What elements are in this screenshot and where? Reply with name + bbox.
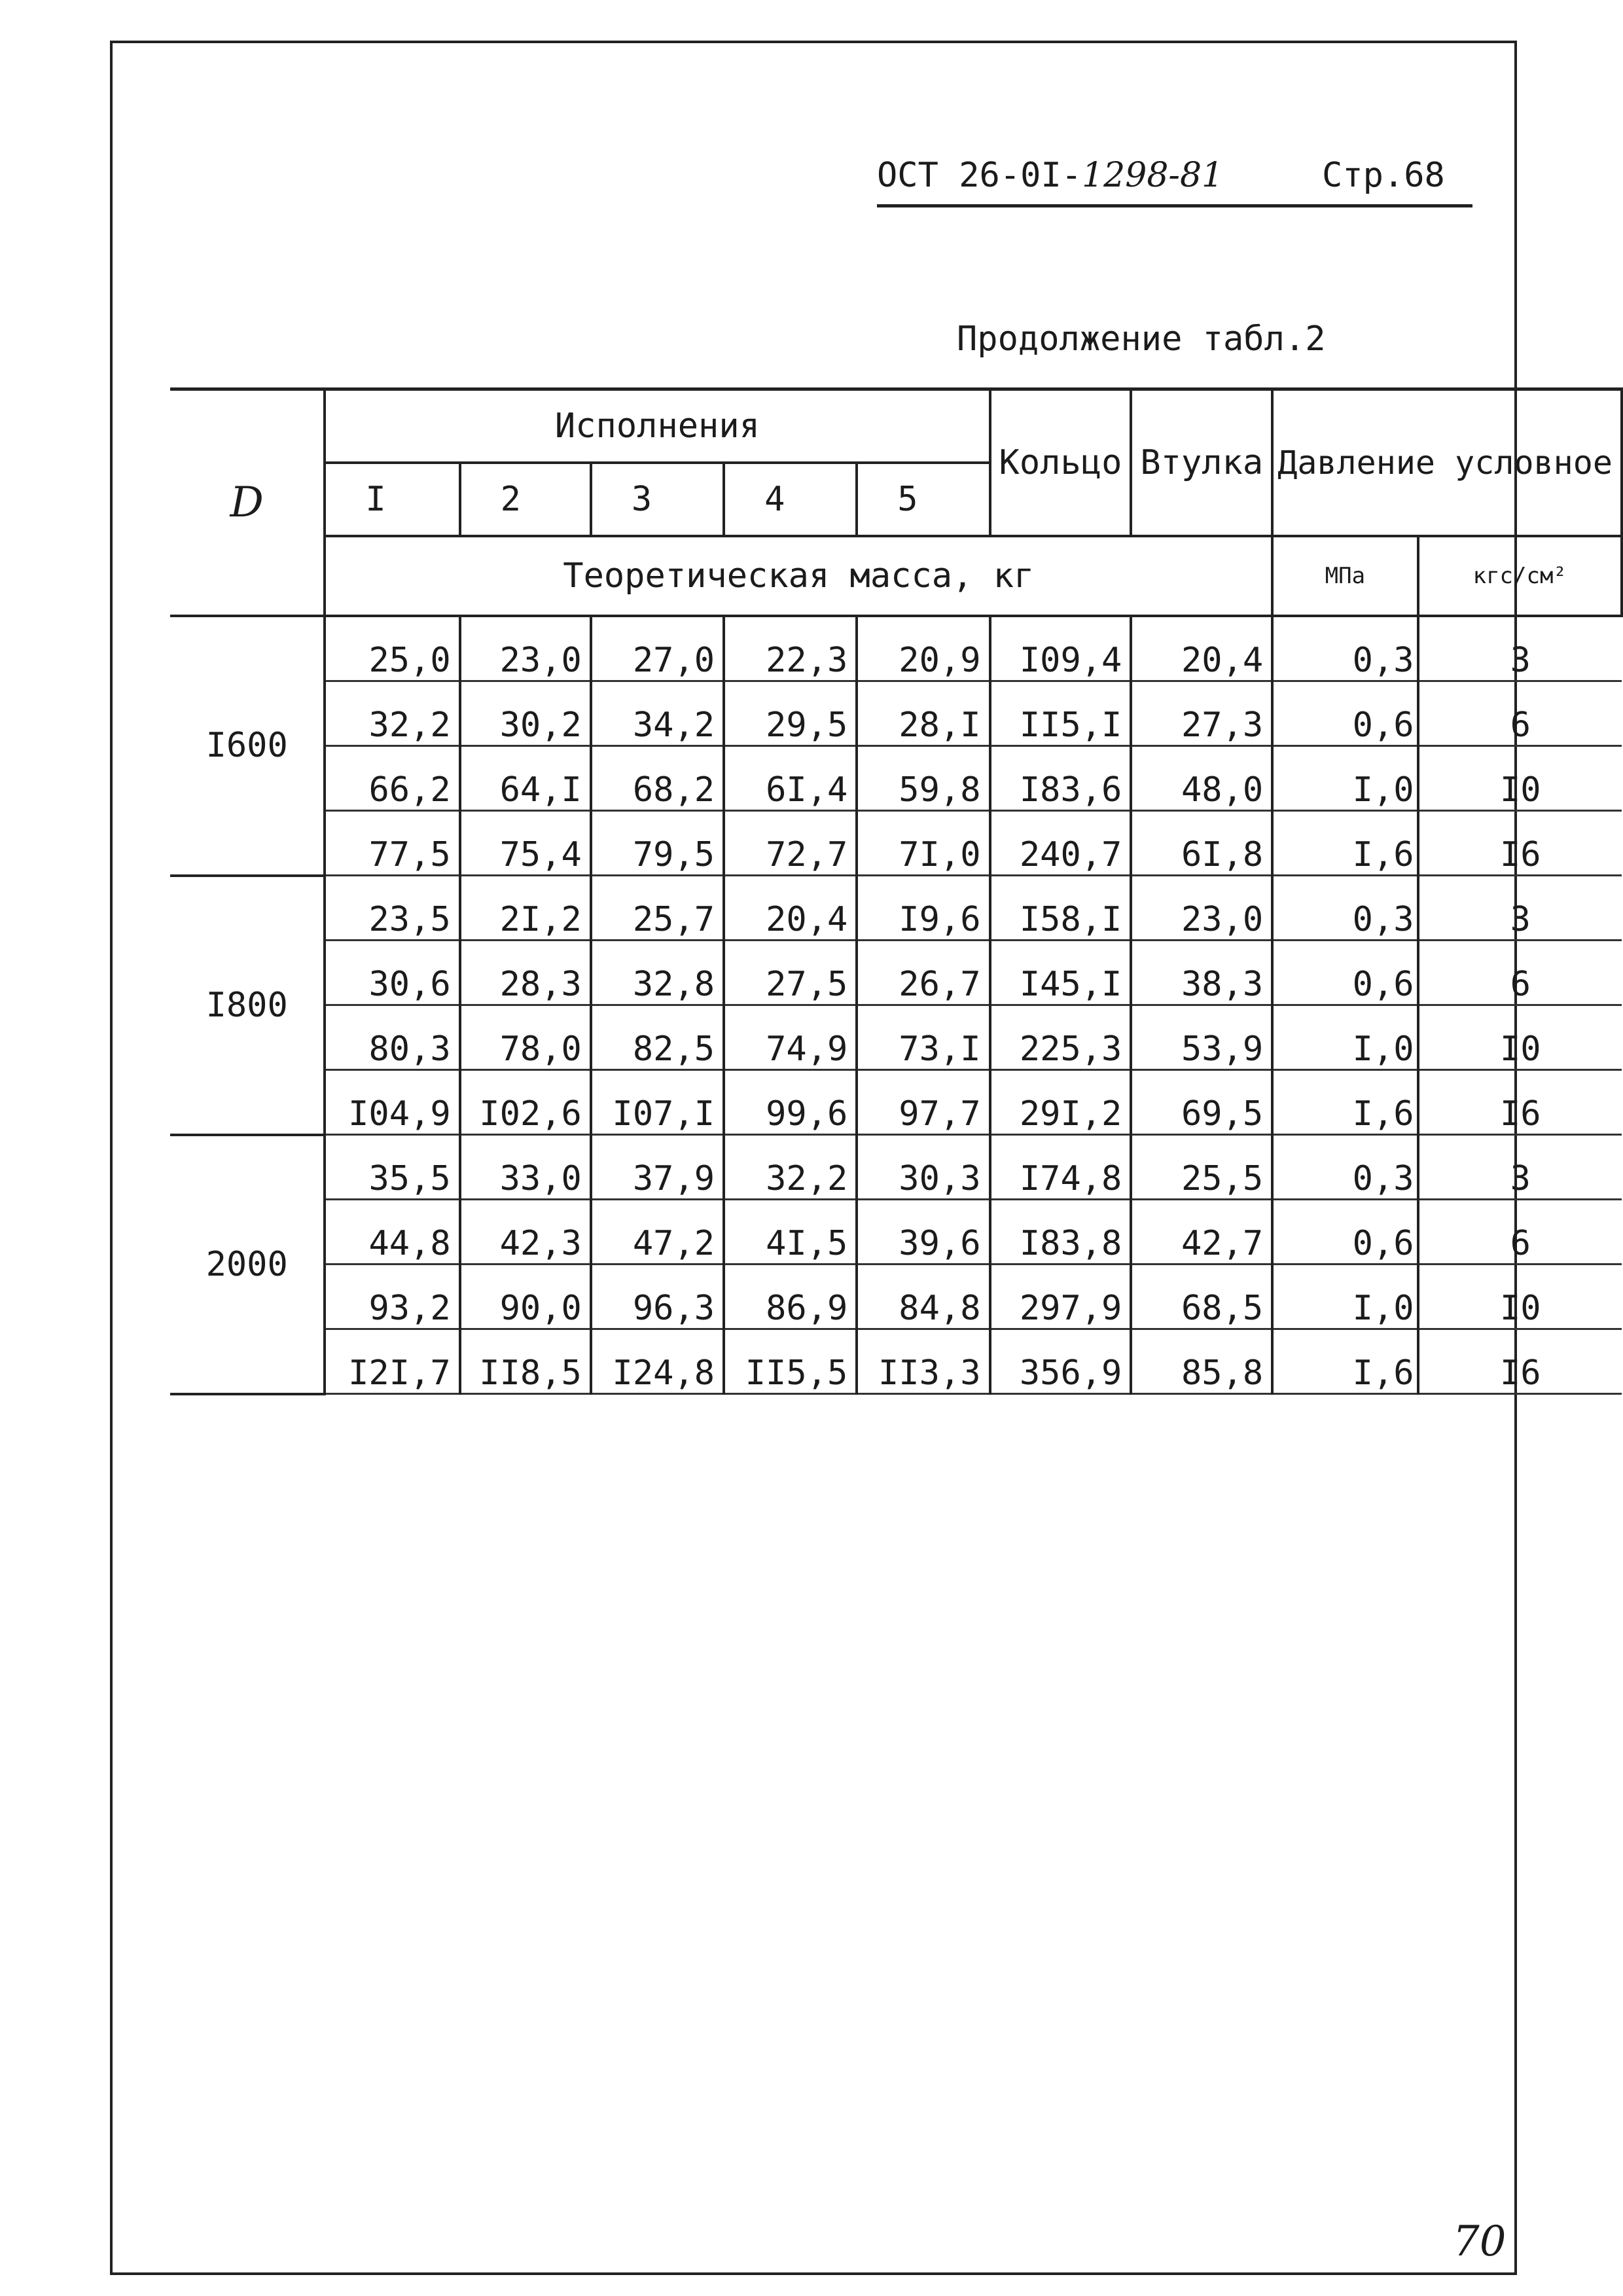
variant-header: 4 (724, 463, 857, 536)
unit-mpa-header: МПа (1272, 536, 1418, 616)
value-cell: 30,2 (460, 681, 591, 746)
variants-group-header: Исполнения (325, 389, 990, 463)
value-cell: 297,9 (990, 1265, 1132, 1329)
value-cell: I58,I (990, 876, 1132, 941)
value-cell: 6I,4 (724, 746, 857, 811)
value-cell: 28,3 (460, 941, 591, 1005)
value-cell: I0 (1418, 746, 1622, 811)
value-cell: 42,3 (460, 1200, 591, 1265)
value-cell: I6 (1418, 1070, 1622, 1135)
value-cell: 0,3 (1272, 1135, 1418, 1200)
mass-table (170, 387, 1623, 1395)
value-cell: 77,5 (325, 811, 459, 876)
value-cell: 53,9 (1131, 1005, 1272, 1070)
value-cell: 7I,0 (857, 811, 990, 876)
table-row (170, 1200, 1622, 1265)
diameter-cell: I800 (170, 876, 325, 1135)
value-cell: 66,2 (325, 746, 459, 811)
value-cell: I09,4 (990, 616, 1132, 681)
value-cell: 23,0 (1131, 876, 1272, 941)
diameter-header: D (170, 389, 325, 617)
variant-header: 2 (460, 463, 591, 536)
value-cell: 72,7 (724, 811, 857, 876)
diameter-cell: 2000 (170, 1135, 325, 1394)
document-header (877, 156, 1466, 202)
value-cell: 26,7 (857, 941, 990, 1005)
value-cell: 225,3 (990, 1005, 1132, 1070)
mass-header: Теоретическая масса, кг (325, 536, 1272, 616)
value-cell: I07,I (591, 1070, 724, 1135)
value-cell: II5,I (990, 681, 1132, 746)
value-cell: 30,6 (325, 941, 459, 1005)
table-row (170, 811, 1622, 876)
value-cell: 74,9 (724, 1005, 857, 1070)
value-cell: II8,5 (460, 1329, 591, 1394)
value-cell: 0,6 (1272, 681, 1418, 746)
value-cell: 48,0 (1131, 746, 1272, 811)
table-row (170, 876, 1622, 941)
page-number: Стр.68 (1322, 156, 1445, 195)
value-cell: 84,8 (857, 1265, 990, 1329)
value-cell: I6 (1418, 1329, 1622, 1394)
value-cell: 37,9 (591, 1135, 724, 1200)
value-cell: 64,I (460, 746, 591, 811)
value-cell: 25,5 (1131, 1135, 1272, 1200)
value-cell: 4I,5 (724, 1200, 857, 1265)
value-cell: 39,6 (857, 1200, 990, 1265)
variant-header: 3 (591, 463, 724, 536)
value-cell: 97,7 (857, 1070, 990, 1135)
sheet-number: 70 (1453, 2217, 1507, 2266)
value-cell: 59,8 (857, 746, 990, 811)
value-cell: I6 (1418, 811, 1622, 876)
variant-header: 5 (857, 463, 990, 536)
value-cell: 42,7 (1131, 1200, 1272, 1265)
value-cell: 34,2 (591, 681, 724, 746)
table-row (170, 1135, 1622, 1200)
value-cell: I83,6 (990, 746, 1132, 811)
value-cell: 28,I (857, 681, 990, 746)
value-cell: 32,8 (591, 941, 724, 1005)
standard-designation (877, 156, 1223, 195)
variant-header: I (325, 463, 459, 536)
value-cell: 29,5 (724, 681, 857, 746)
standard-code: ОСТ 26-0I- (877, 156, 1082, 195)
value-cell: 23,5 (325, 876, 459, 941)
value-cell: 90,0 (460, 1265, 591, 1329)
value-cell: 38,3 (1131, 941, 1272, 1005)
ring-header: Кольцо (990, 389, 1132, 537)
value-cell: 25,0 (325, 616, 459, 681)
value-cell: I,0 (1272, 1265, 1418, 1329)
value-cell: I0 (1418, 1005, 1622, 1070)
value-cell: 68,2 (591, 746, 724, 811)
value-cell: 32,2 (325, 681, 459, 746)
value-cell: 69,5 (1131, 1070, 1272, 1135)
value-cell: 73,I (857, 1005, 990, 1070)
diameter-cell: I600 (170, 616, 325, 876)
value-cell: I,0 (1272, 746, 1418, 811)
value-cell: 0,3 (1272, 876, 1418, 941)
pressure-header: Давление условное (1272, 389, 1622, 537)
value-cell: 33,0 (460, 1135, 591, 1200)
value-cell: 3 (1418, 616, 1622, 681)
value-cell: I,6 (1272, 811, 1418, 876)
value-cell: I0 (1418, 1265, 1622, 1329)
table-row (170, 746, 1622, 811)
table-row (170, 616, 1622, 681)
value-cell: 6 (1418, 1200, 1622, 1265)
value-cell: I2I,7 (325, 1329, 459, 1394)
value-cell: 3 (1418, 876, 1622, 941)
value-cell: I24,8 (591, 1329, 724, 1394)
value-cell: 0,6 (1272, 1200, 1418, 1265)
sleeve-header: Втулка (1131, 389, 1272, 537)
value-cell: 0,6 (1272, 941, 1418, 1005)
value-cell: 99,6 (724, 1070, 857, 1135)
value-cell: 78,0 (460, 1005, 591, 1070)
table-row (170, 941, 1622, 1005)
value-cell: 27,0 (591, 616, 724, 681)
value-cell: I9,6 (857, 876, 990, 941)
value-cell: 22,3 (724, 616, 857, 681)
value-cell: 96,3 (591, 1265, 724, 1329)
value-cell: 80,3 (325, 1005, 459, 1070)
value-cell: 27,3 (1131, 681, 1272, 746)
value-cell: 3 (1418, 1135, 1622, 1200)
value-cell: 85,8 (1131, 1329, 1272, 1394)
value-cell: 44,8 (325, 1200, 459, 1265)
value-cell: 6 (1418, 681, 1622, 746)
value-cell: I74,8 (990, 1135, 1132, 1200)
value-cell: I,6 (1272, 1329, 1418, 1394)
value-cell: 75,4 (460, 811, 591, 876)
handwritten-doc-number: 1298-81 (1082, 156, 1224, 195)
value-cell: 25,7 (591, 876, 724, 941)
value-cell: 0,3 (1272, 616, 1418, 681)
value-cell: 47,2 (591, 1200, 724, 1265)
value-cell: 93,2 (325, 1265, 459, 1329)
table-body (170, 616, 1622, 1394)
value-cell: 68,5 (1131, 1265, 1272, 1329)
value-cell: 20,9 (857, 616, 990, 681)
table-row (170, 1265, 1622, 1329)
value-cell: 20,4 (1131, 616, 1272, 681)
value-cell: II3,3 (857, 1329, 990, 1394)
value-cell: 82,5 (591, 1005, 724, 1070)
value-cell: 20,4 (724, 876, 857, 941)
header-underline (877, 204, 1472, 207)
value-cell: 86,9 (724, 1265, 857, 1329)
value-cell: 32,2 (724, 1135, 857, 1200)
value-cell: 240,7 (990, 811, 1132, 876)
value-cell: 2I,2 (460, 876, 591, 941)
table-row (170, 1329, 1622, 1394)
value-cell: 30,3 (857, 1135, 990, 1200)
value-cell: 6I,8 (1131, 811, 1272, 876)
table-caption: Продолжение табл.2 (957, 319, 1326, 359)
unit-kgf-header: кгс/см² (1418, 536, 1622, 616)
value-cell: 356,9 (990, 1329, 1132, 1394)
value-cell: 23,0 (460, 616, 591, 681)
value-cell: I02,6 (460, 1070, 591, 1135)
value-cell: 79,5 (591, 811, 724, 876)
value-cell: 29I,2 (990, 1070, 1132, 1135)
table-row (170, 1005, 1622, 1070)
value-cell: 27,5 (724, 941, 857, 1005)
value-cell: II5,5 (724, 1329, 857, 1394)
value-cell: I,0 (1272, 1005, 1418, 1070)
table-row (170, 681, 1622, 746)
value-cell: 6 (1418, 941, 1622, 1005)
value-cell: I04,9 (325, 1070, 459, 1135)
value-cell: I45,I (990, 941, 1132, 1005)
value-cell: I,6 (1272, 1070, 1418, 1135)
value-cell: I83,8 (990, 1200, 1132, 1265)
table-row (170, 1070, 1622, 1135)
value-cell: 35,5 (325, 1135, 459, 1200)
